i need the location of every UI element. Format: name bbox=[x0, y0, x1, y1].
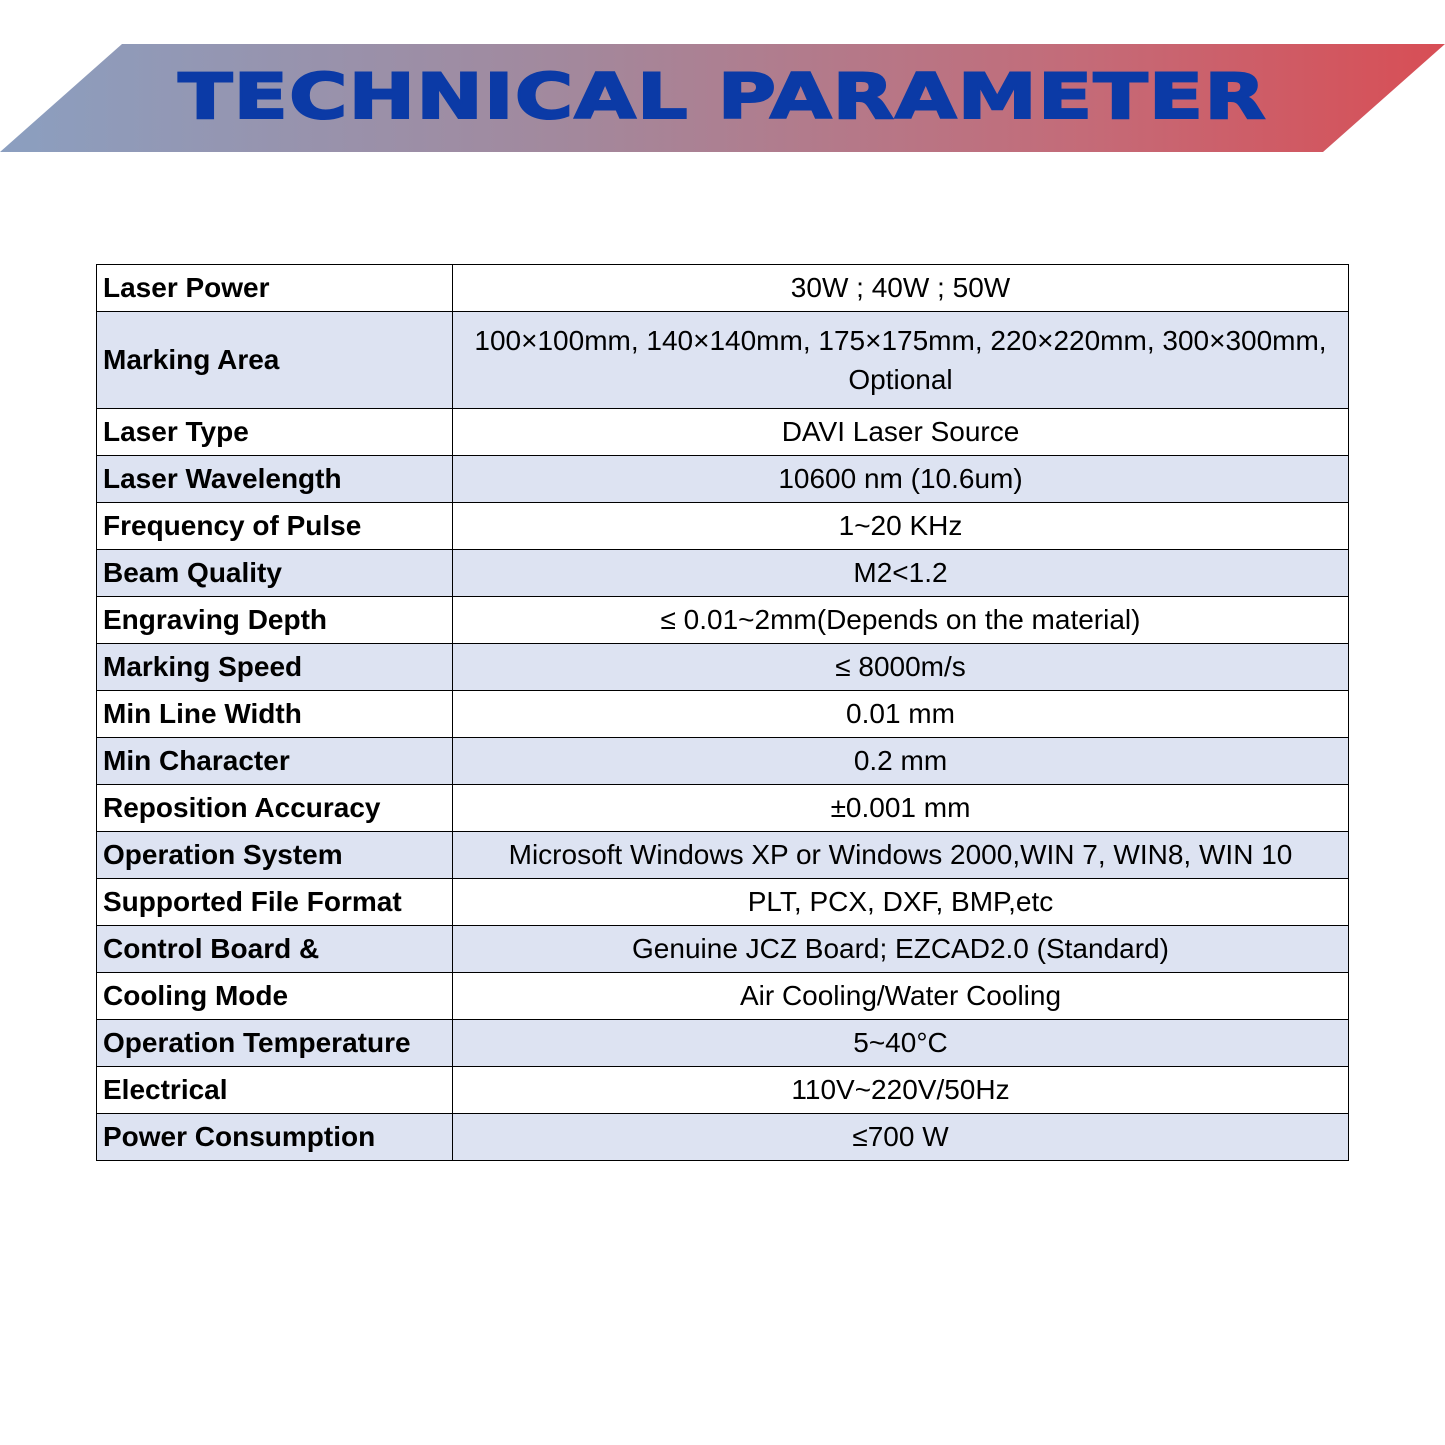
spec-value: M2<1.2 bbox=[453, 550, 1349, 597]
table-row bbox=[97, 926, 1349, 973]
spec-value: Genuine JCZ Board; EZCAD2.0 (Standard) bbox=[453, 926, 1349, 973]
spec-value: 1~20 KHz bbox=[453, 503, 1349, 550]
table-row bbox=[97, 409, 1349, 456]
spec-value: DAVI Laser Source bbox=[453, 409, 1349, 456]
spec-label: Engraving Depth bbox=[97, 597, 453, 644]
spec-label: Operation System bbox=[97, 832, 453, 879]
spec-value: Microsoft Windows XP or Windows 2000,WIN 7, WIN8, WIN 10 bbox=[453, 832, 1349, 879]
spec-value: ≤ 0.01~2mm(Depends on the material) bbox=[453, 597, 1349, 644]
table-row bbox=[97, 1067, 1349, 1114]
table-row bbox=[97, 785, 1349, 832]
spec-label: Power Consumption bbox=[97, 1114, 453, 1161]
table-row bbox=[97, 456, 1349, 503]
spec-label: Marking Area bbox=[97, 312, 453, 409]
spec-value: ≤ 8000m/s bbox=[453, 644, 1349, 691]
spec-label: Control Board & bbox=[97, 926, 453, 973]
spec-label: Laser Wavelength bbox=[97, 456, 453, 503]
table-row bbox=[97, 597, 1349, 644]
table-row bbox=[97, 265, 1349, 312]
table-row bbox=[97, 312, 1349, 409]
spec-label: Beam Quality bbox=[97, 550, 453, 597]
spec-value: PLT, PCX, DXF, BMP,etc bbox=[453, 879, 1349, 926]
spec-value: 0.01 mm bbox=[453, 691, 1349, 738]
spec-value: 30W ; 40W ; 50W bbox=[453, 265, 1349, 312]
table-row bbox=[97, 738, 1349, 785]
spec-value: 10600 nm (10.6um) bbox=[453, 456, 1349, 503]
spec-label: Min Character bbox=[97, 738, 453, 785]
spec-label: Electrical bbox=[97, 1067, 453, 1114]
spec-value: Air Cooling/Water Cooling bbox=[453, 973, 1349, 1020]
spec-label: Operation Temperature bbox=[97, 1020, 453, 1067]
table-row bbox=[97, 691, 1349, 738]
table-row bbox=[97, 832, 1349, 879]
spec-label: Laser Power bbox=[97, 265, 453, 312]
page-title: TECHNICAL PARAMETER bbox=[178, 60, 1267, 133]
spec-value: 100×100mm, 140×140mm, 175×175mm, 220×220mm, 300×300mm, Optional bbox=[453, 312, 1349, 409]
table-row bbox=[97, 550, 1349, 597]
spec-value: ≤700 W bbox=[453, 1114, 1349, 1161]
spec-table bbox=[96, 264, 1349, 1161]
spec-label: Laser Type bbox=[97, 409, 453, 456]
spec-label: Marking Speed bbox=[97, 644, 453, 691]
table-row bbox=[97, 973, 1349, 1020]
table-row bbox=[97, 1114, 1349, 1161]
spec-label: Min Line Width bbox=[97, 691, 453, 738]
table-row bbox=[97, 879, 1349, 926]
spec-value: 0.2 mm bbox=[453, 738, 1349, 785]
spec-value: 5~40°C bbox=[453, 1020, 1349, 1067]
spec-label: Cooling Mode bbox=[97, 973, 453, 1020]
spec-value: 110V~220V/50Hz bbox=[453, 1067, 1349, 1114]
table-row bbox=[97, 644, 1349, 691]
spec-value: ±0.001 mm bbox=[453, 785, 1349, 832]
spec-label: Supported File Format bbox=[97, 879, 453, 926]
spec-label: Reposition Accuracy bbox=[97, 785, 453, 832]
spec-label: Frequency of Pulse bbox=[97, 503, 453, 550]
title-banner bbox=[0, 44, 1445, 152]
table-row bbox=[97, 503, 1349, 550]
table-row bbox=[97, 1020, 1349, 1067]
